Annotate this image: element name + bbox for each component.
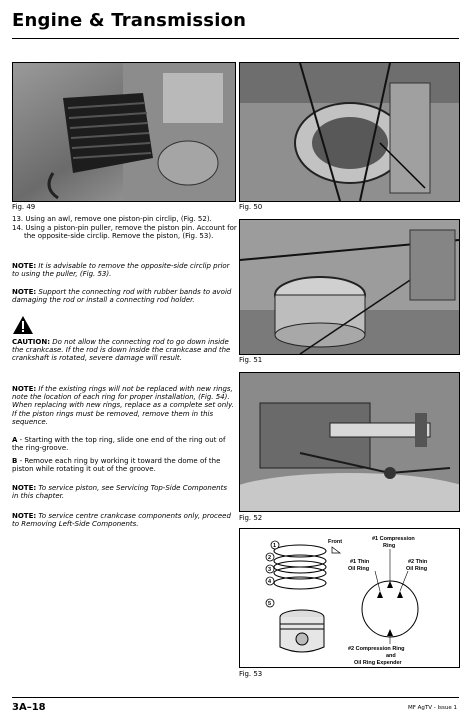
footer-rule: [12, 697, 459, 698]
note-2-text: Support the connecting rod with rubber bands to avoid damaging the rod or install a connecting rod holder.: [12, 288, 232, 305]
figure-52-photo: [239, 372, 460, 512]
callout-3: 3: [268, 567, 272, 573]
label-1-oil: Oil Ring: [348, 566, 370, 572]
page-title: Engine & Transmission: [12, 10, 247, 31]
note-3-label: NOTE:: [12, 385, 37, 393]
caution-note: [12, 338, 234, 363]
figure-53-caption: Fig. 53: [239, 670, 263, 678]
figure-49-photo: [12, 62, 236, 202]
note-5-label: NOTE:: [12, 512, 37, 520]
callout-4: 4: [268, 579, 272, 585]
note-4: [12, 484, 234, 500]
step-b-label: B: [12, 457, 18, 465]
label-2-thin: #2 Thin: [408, 559, 428, 565]
step-13: 13. Using an awl, remove one piston-pin circlip, (Fig. 52).: [12, 215, 212, 223]
step-14: 14. Using a piston-pin puller, remove the piston pin. Account for the opposite-side circlip. Remove the piston, (Fig. 53).: [12, 224, 237, 241]
step-b: [12, 457, 234, 473]
label-2-oil: Oil Ring: [406, 566, 428, 572]
note-5: [12, 512, 234, 528]
label-2-compression: #2 Compression Ring: [348, 646, 405, 652]
note-5-text: To service centre crankcase components only, proceed to Removing Left-Side Components.: [12, 512, 231, 529]
note-3: [12, 385, 234, 426]
note-2-label: NOTE:: [12, 288, 37, 296]
warning-icon: [12, 315, 34, 339]
note-4-text: To service piston, see Servicing Top-Side Components in this chapter.: [12, 484, 227, 501]
document-id: MF AgTV - Issue 1: [408, 705, 457, 711]
callout-5: 5: [268, 601, 272, 607]
caution-label: CAUTION:: [12, 338, 51, 346]
step-a: [12, 436, 234, 452]
note-3-text: If the existing rings will not be replaced with new rings, note the location of each ring for proper installation, (Fig. 54). When replacing with new rings, replace as a complete set only. If the piston rings must be removed, remove them in this sequence.: [12, 385, 234, 426]
figure-51-photo: [239, 219, 460, 355]
note-4-label: NOTE:: [12, 484, 37, 492]
label-1-compression: #1 Compression: [372, 536, 415, 542]
page-number: 3A–18: [12, 702, 46, 713]
label-and: and: [386, 653, 396, 659]
label-expender: Oil Ring Expender: [354, 660, 402, 666]
figure-50-caption: Fig. 50: [239, 203, 263, 211]
label-1-thin: #1 Thin: [350, 559, 370, 565]
note-1-text: It is advisable to remove the opposite-side circlip prior to using the puller, (Fig. 53).: [12, 262, 230, 279]
figure-52-caption: Fig. 52: [239, 514, 263, 522]
step-a-label: A: [12, 436, 18, 444]
step-b-text: - Remove each ring by working it toward the dome of the piston while rotating it out of the groove.: [12, 457, 221, 474]
note-1-label: NOTE:: [12, 262, 37, 270]
figure-51-caption: Fig. 51: [239, 356, 263, 364]
note-1: [12, 262, 234, 278]
header-rule: [12, 38, 459, 39]
callout-1: 1: [273, 543, 277, 549]
figure-53-diagram: [239, 528, 460, 668]
front-label: Front: [328, 539, 343, 545]
step-a-text: - Starting with the top ring, slide one end of the ring out of the ring-groove.: [12, 436, 226, 453]
callout-2: 2: [268, 555, 272, 561]
figure-50-photo: [239, 62, 460, 202]
note-2: [12, 288, 234, 304]
caution-text: Do not allow the connecting rod to go down inside the crankcase. If the rod is down inside the crankcase and the crankshaft is rotated, severe damage will result.: [12, 338, 231, 363]
label-1-ring: Ring: [383, 543, 396, 549]
figure-49-caption: Fig. 49: [12, 203, 36, 211]
